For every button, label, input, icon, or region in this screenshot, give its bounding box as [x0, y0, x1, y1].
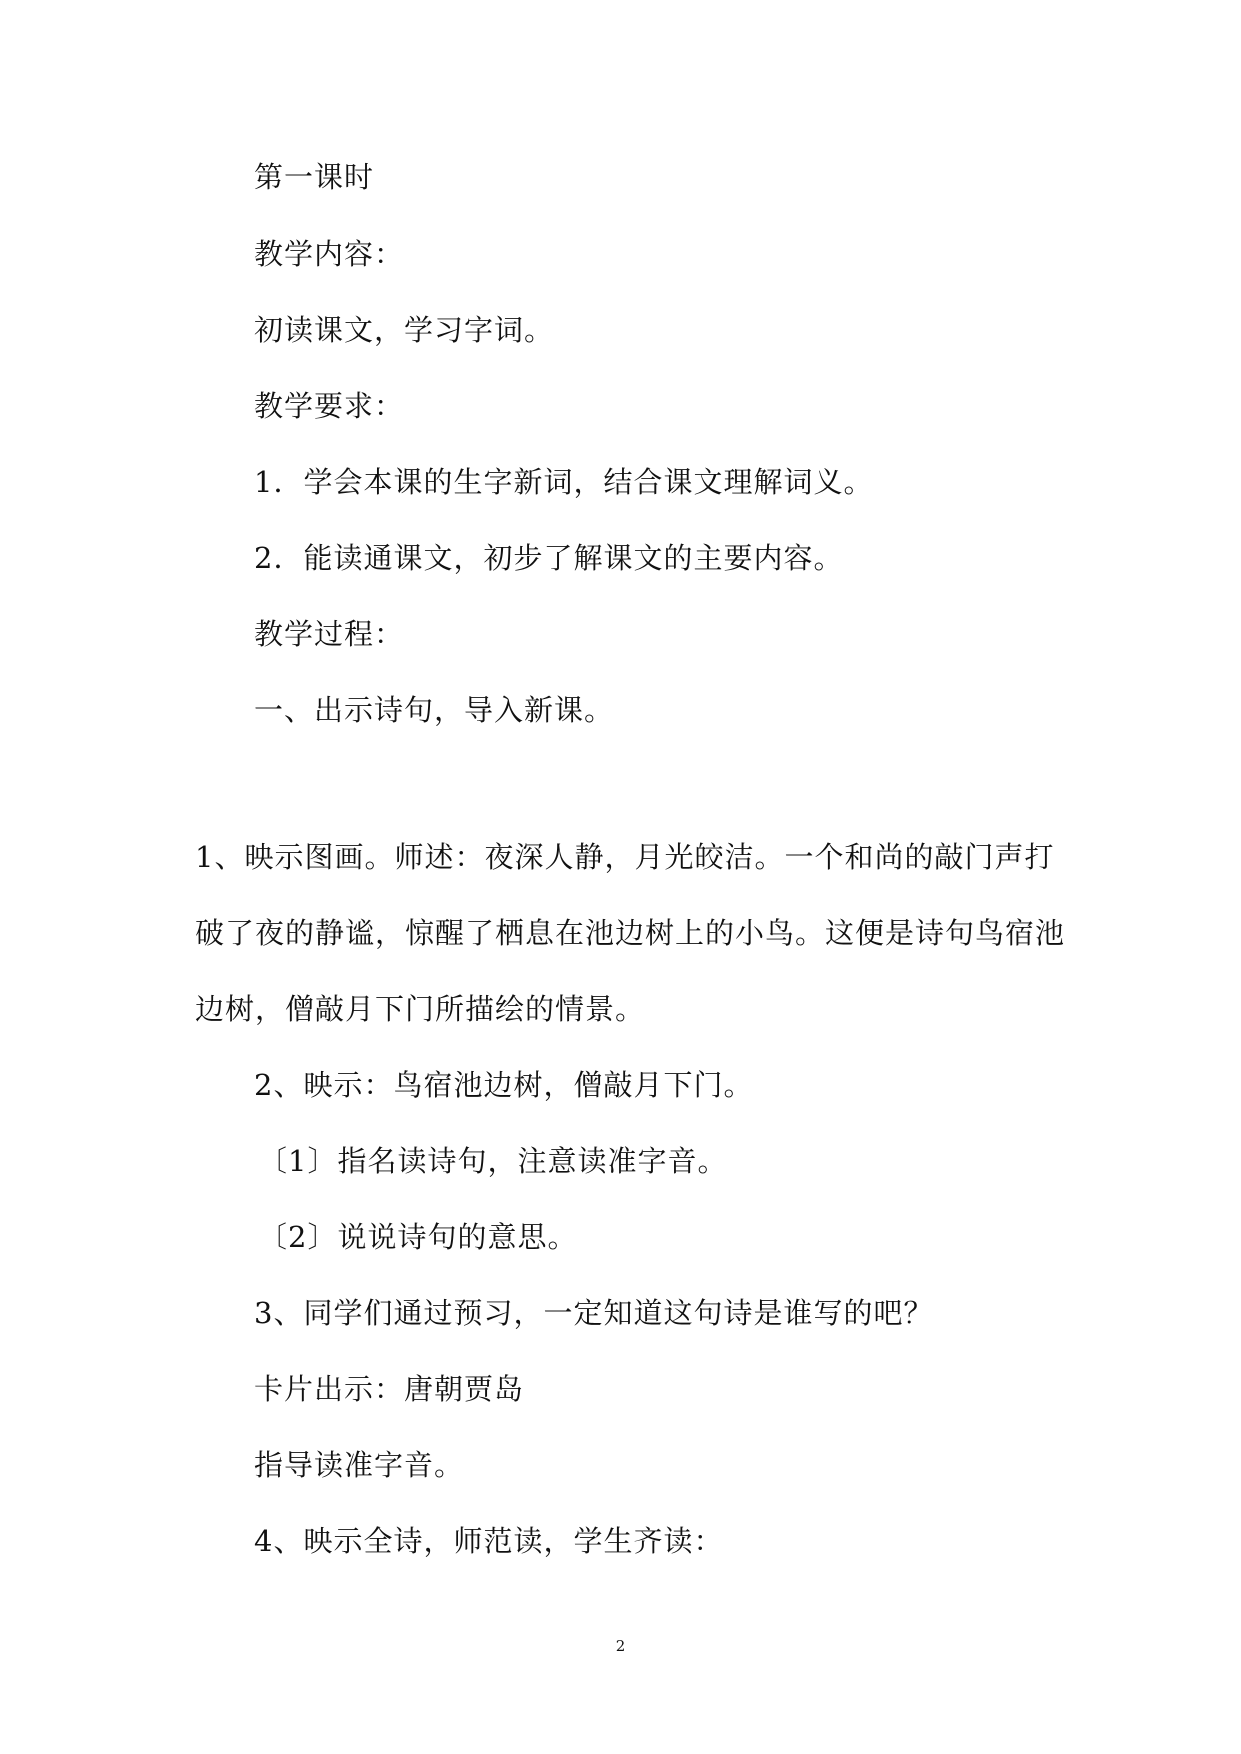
paragraph: 指导读准字音。	[254, 1448, 465, 1482]
paragraph: 4、映示全诗，师范读，学生齐读：	[254, 1524, 724, 1558]
paragraph-line: 破了夜的静谧，惊醒了栖息在池边树上的小鸟。这便是诗句鸟宿池	[195, 916, 1066, 950]
page-number: 2	[615, 1637, 626, 1655]
requirement-item: 1．学会本课的生字新词，结合课文理解词义。	[254, 465, 874, 499]
paragraph: 卡片出示：唐朝贾岛	[254, 1372, 525, 1406]
paragraph-line: 1、映示图画。师述：夜深人静，月光皎洁。一个和尚的敲门声打	[195, 840, 1055, 874]
list-item: 〔2〕说说诗句的意思。	[258, 1220, 578, 1254]
paragraph: 初读课文，学习字词。	[254, 313, 555, 347]
section-label-process: 教学过程：	[254, 617, 405, 651]
list-item: 〔1〕指名读诗句，注意读准字音。	[258, 1144, 728, 1178]
lesson-heading: 第一课时	[254, 160, 375, 194]
paragraph: 3、同学们通过预习，一定知道这句诗是谁写的吧？	[254, 1296, 934, 1330]
section-label-content: 教学内容：	[254, 237, 405, 271]
paragraph-line: 边树，僧敲月下门所描绘的情景。	[195, 992, 646, 1026]
paragraph: 2、映示：鸟宿池边树，僧敲月下门。	[254, 1068, 754, 1102]
process-step-heading: 一、出示诗句，导入新课。	[254, 693, 615, 727]
requirement-item: 2．能读通课文，初步了解课文的主要内容。	[254, 541, 844, 575]
section-label-requirements: 教学要求：	[254, 389, 405, 423]
